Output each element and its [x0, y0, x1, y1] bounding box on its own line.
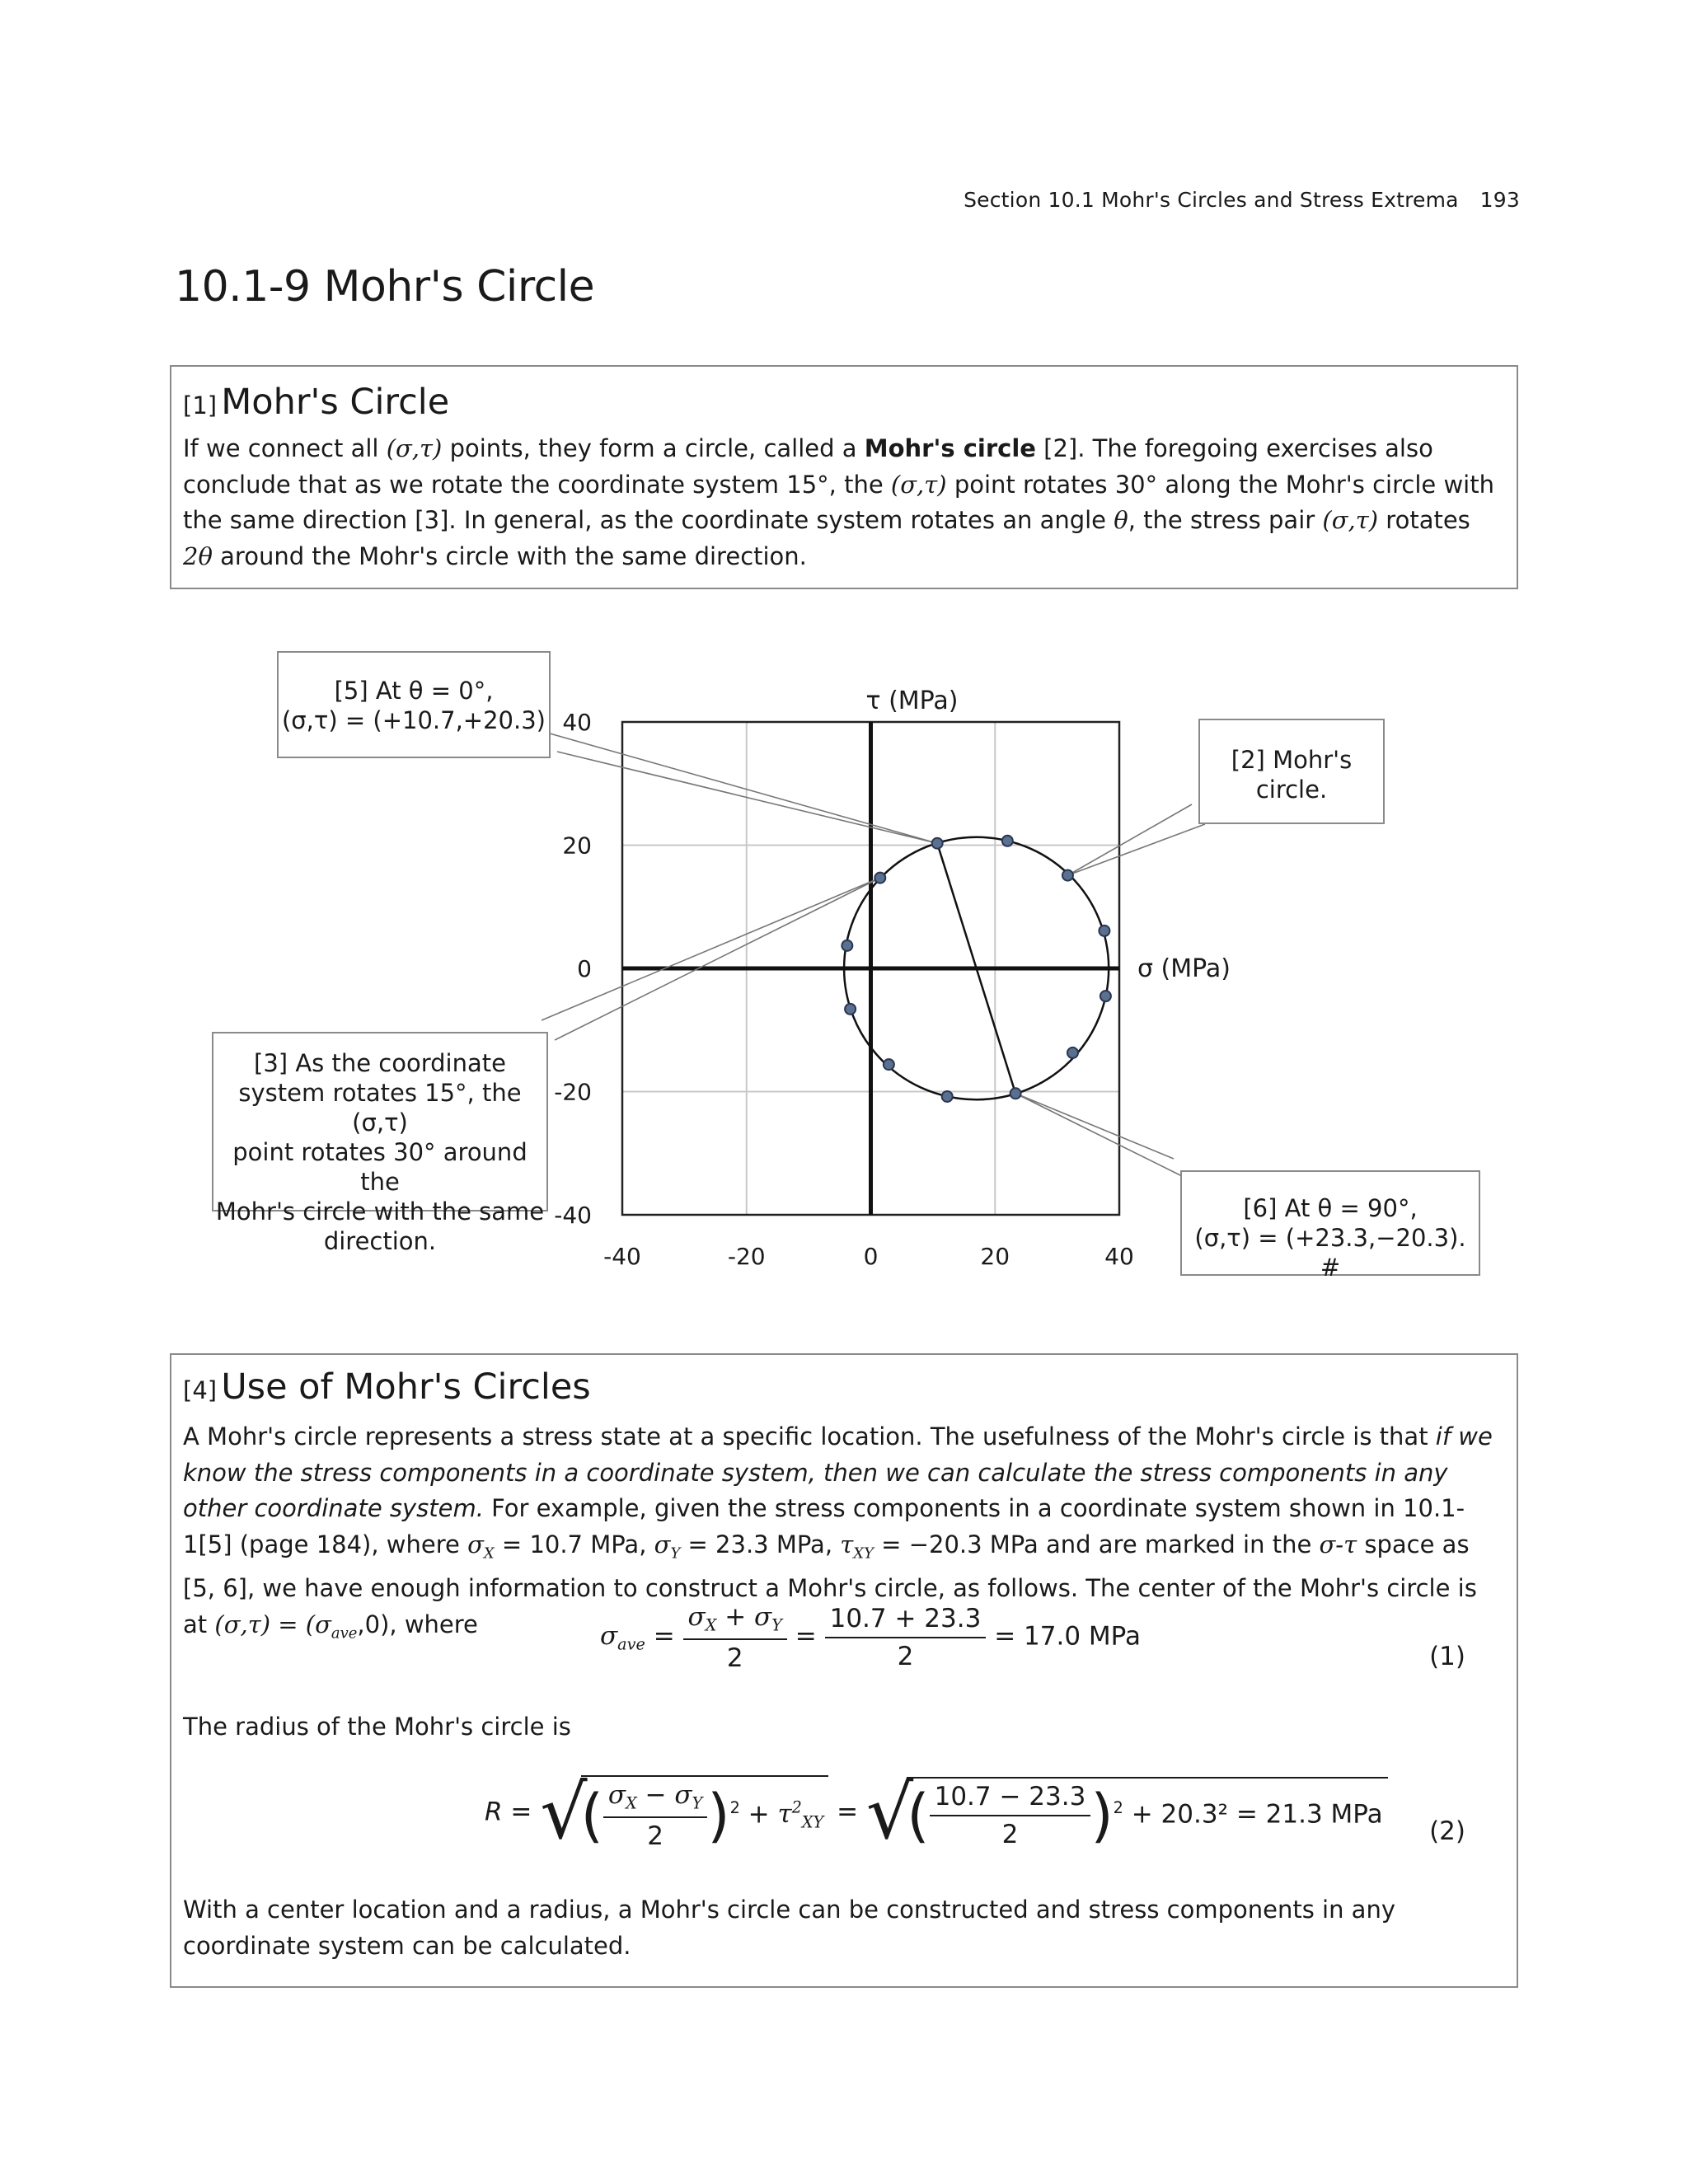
y-tick-label: -40 [554, 1202, 592, 1229]
callout-3-line: system rotates 15°, the (σ,τ) [238, 1079, 522, 1137]
y-axis-label: τ (MPa) [865, 687, 959, 715]
math-pair: (σ,τ) [890, 470, 947, 499]
sigma-x-value: = 10.7 MPa, [494, 1530, 654, 1558]
equation-2: R = √( $\frac{\sigma_X - \sigma_Y}{2}$ )$^2 + \tau^2_{XY}$ = √( $\frac{10.7 - 23.3}{2}$ )$^2$ + 20.3² = 21.3 MPa [485, 1775, 1388, 1851]
math-pair: (σ,τ) [386, 434, 443, 462]
running-title: Section 10.1 Mohr's Circles and Stress Extrema [964, 188, 1459, 212]
eq2-denominator: 2 [647, 1821, 663, 1851]
text-run: space as [5, 6], we have enough information to construct a Mohr's circle, as follows. The center of the Mohr's circle is at [183, 1530, 1477, 1638]
center-tail: ,0), where [357, 1610, 478, 1638]
x-tick-label: -40 [603, 1243, 641, 1270]
eq2-denominator: 2 [1001, 1819, 1019, 1849]
sigma-y-value: = 23.3 MPa, [680, 1530, 841, 1558]
center-expr: (σ,τ) = (σ [214, 1610, 331, 1638]
page-number: 193 [1479, 188, 1520, 212]
term-mohrs-circle: Mohr's circle [864, 434, 1036, 462]
equation-1-number: (1) [1429, 1642, 1465, 1671]
eq1-denominator: 2 [726, 1643, 743, 1673]
text-run: If we connect all [183, 434, 387, 462]
callout-leader-line [544, 732, 937, 843]
callout-2-line: [2] Mohr's [1231, 746, 1353, 774]
box-tag: [1] [183, 391, 218, 419]
callout-5 [277, 651, 551, 758]
eq2-result: + 20.3² = 21.3 MPa [1131, 1799, 1383, 1830]
x-axis-label: σ (MPa) [1137, 954, 1231, 983]
text-run: point rotates [946, 470, 1115, 499]
callout-leader-line [1015, 1094, 1187, 1179]
angle-15: 15° [786, 470, 829, 499]
callout-5-line: (σ,τ) = (+10.7,+20.3) [281, 706, 546, 734]
callout-6-line: [6] At θ = 90°, [1243, 1194, 1418, 1222]
text-run: points, they form a circle, called a [442, 434, 865, 462]
center-sub: ave [331, 1624, 358, 1643]
radius-text: The radius of the Mohr's circle is [183, 1713, 571, 1741]
math-pair: (σ,τ) [1322, 506, 1379, 534]
data-point [842, 940, 852, 951]
text-run: [2]. The foregoing exercises also conclude that as we rotate the coordinate system [183, 434, 1433, 499]
x-tick-label: 40 [1104, 1243, 1134, 1270]
text-run: rotates [1378, 506, 1470, 534]
emphasis-text: if we know the stress components in a coordinate system, then we can calculate the stress components in any other coordinate system. [183, 1422, 1493, 1522]
callout-3-line: Mohr's circle with the same [215, 1197, 545, 1226]
math-theta: θ [1114, 506, 1128, 534]
section-title: 10.1-9 Mohr's Circle [175, 262, 595, 312]
data-point [845, 1004, 856, 1015]
callout-3 [212, 1032, 548, 1255]
callout-3-line: [3] As the coordinate [254, 1049, 506, 1077]
text-run: For example, given the stress components in a coordinate system shown in 10.1-1[5] (page 184), where [183, 1494, 1465, 1558]
data-point [1099, 926, 1109, 936]
x-tick-label: 20 [980, 1243, 1010, 1270]
math-two-theta: 2θ [183, 541, 213, 570]
equation-2-number: (2) [1429, 1816, 1465, 1846]
y-tick-label: -20 [554, 1078, 592, 1106]
text-run: , the stress pair [1128, 506, 1323, 534]
eq1-numerator: 10.7 + 23.3 [825, 1604, 987, 1638]
data-point [1010, 1088, 1021, 1099]
callout-6 [1180, 1170, 1480, 1282]
eq1-denominator: 2 [897, 1641, 914, 1671]
data-point [1002, 836, 1013, 846]
callout-5-line: [5] At θ = 0°, [334, 677, 494, 705]
y-tick-label: 40 [562, 709, 592, 736]
callout-3-line: direction. [323, 1227, 437, 1255]
data-point [942, 1091, 953, 1102]
box-title: Use of Mohr's Circles [221, 1366, 591, 1408]
use-paragraph: A Mohr's circle represents a stress state at a specific location. The usefulness of the Mohr's circle is that if we know the stress components in a coordinate system, then we can calculate the stress components in any other coordinate system. For example, given the stress components in a coordinate system shown in 10.1-1[5] (page 184), where $\sigma_X = 10.7$ MPa, $\sigma_Y = 23.3$ MPa, $\tau_{XY} = -20.3$ MPa and are marked in the σ-τ space as [5, 6], we have enough information to construct a Mohr's circle, as follows. The center of the Mohr's circle is at $(\sigma,\tau) = (\sigma_{ave},0)$, where [183, 1422, 1493, 1643]
data-point [1067, 1047, 1078, 1058]
callout-3-line: point rotates 30° around the [232, 1138, 528, 1196]
angle-30: 30° [1114, 470, 1158, 499]
text-run: along the Mohr's circle with the same direction [3]. In general, as the coordinate system rotates an angle [183, 470, 1494, 534]
tau-xy-value: = −20.3 MPa [873, 1530, 1039, 1558]
text-run: and are marked in the [1038, 1530, 1320, 1558]
callout-2 [1198, 719, 1385, 824]
text-run: around the Mohr's circle with the same direction. [212, 541, 807, 570]
eq2-numerator: 10.7 − 23.3 [930, 1782, 1091, 1816]
data-point [1062, 870, 1073, 881]
sigma-tau-space: σ-τ [1319, 1530, 1357, 1558]
data-point [884, 1059, 894, 1070]
callout-6-line: (σ,τ) = (+23.3,−20.3). # [1194, 1224, 1466, 1282]
text-run: , the [828, 470, 891, 499]
callout-2-line: circle. [1255, 776, 1328, 804]
y-tick-label: 0 [577, 955, 592, 982]
y-tick-label: 20 [562, 832, 592, 860]
use-of-mohr-box [170, 1353, 1518, 1988]
box-tag: [4] [183, 1376, 218, 1404]
data-point [1100, 991, 1111, 1001]
closing-paragraph: With a center location and a radius, a Mohr's circle can be constructed and stress components in any coordinate system can be calculated. [183, 1896, 1395, 1960]
box-heading [183, 1366, 591, 1408]
callout-leader-line [542, 878, 880, 1040]
data-point [932, 838, 943, 849]
text-run: A Mohr's circle represents a stress state at a specific location. The usefulness of the Mohr's circle is that [183, 1422, 1436, 1451]
x-tick-label: -20 [727, 1243, 766, 1270]
equation-1: $\sigma_{ave}$ = $\frac{\sigma_X + \sigma_Y}{2}$ = $\frac{10.7 + 23.3}{2}$ = 17.0 MPa [600, 1602, 1141, 1673]
data-point [874, 873, 885, 883]
x-tick-label: 0 [863, 1243, 879, 1270]
box-title: Mohr's Circle [221, 382, 450, 423]
callout-leader-line [1067, 804, 1205, 875]
eq1-result: = 17.0 MPa [994, 1621, 1141, 1652]
